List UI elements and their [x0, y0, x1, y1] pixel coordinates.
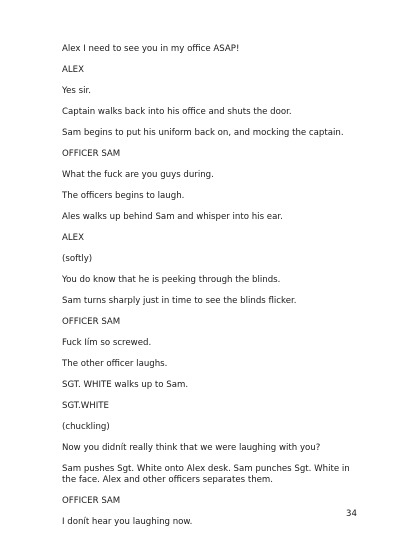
dialogue-line: Now you didnít really think that we were laughing with you? — [62, 443, 321, 453]
dialogue-line: You do know that he is peeking through the blinds. — [62, 275, 281, 285]
action-line: Sam turns sharply just in time to see the blinds flicker. — [62, 296, 297, 306]
action-line: The officers begins to laugh. — [62, 191, 185, 201]
action-line: Sam begins to put his uniform back on, and mocking the captain. — [62, 128, 344, 138]
dialogue-line: Yes sir. — [62, 86, 91, 96]
character-name: ALEX — [62, 233, 84, 243]
dialogue-line: I donít hear you laughing now. — [62, 517, 193, 527]
parenthetical: (chuckling) — [62, 422, 110, 432]
character-name: OFFICER SAM — [62, 496, 121, 506]
dialogue-line: Fuck Iím so screwed. — [62, 338, 152, 348]
action-line: SGT. WHITE walks up to Sam. — [62, 380, 189, 390]
action-line: Alex I need to see you in my office ASAP! — [62, 44, 240, 54]
action-line: Ales walks up behind Sam and whisper into his ear. — [62, 212, 283, 222]
page-number: 34 — [346, 509, 357, 519]
character-name: ALEX — [62, 65, 84, 75]
action-line: The other officer laughs. — [62, 359, 168, 369]
action-line: Sam pushes Sgt. White onto Alex desk. Sam punches Sgt. White in the face. Alex and other officers separates them. — [62, 464, 350, 485]
action-line: Captain walks back into his office and shuts the door. — [62, 107, 292, 117]
character-name: OFFICER SAM — [62, 317, 121, 327]
character-name: SGT.WHITE — [62, 401, 109, 411]
character-name: OFFICER SAM — [62, 149, 121, 159]
script-body — [62, 44, 362, 538]
parenthetical: (softly) — [62, 254, 93, 264]
dialogue-line: What the fuck are you guys during. — [62, 170, 214, 180]
